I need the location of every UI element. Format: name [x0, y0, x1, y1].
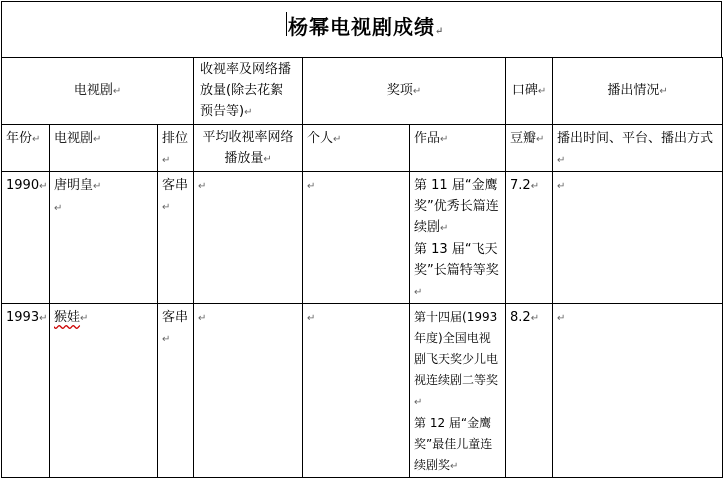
document-title[interactable]: 杨幂电视剧成绩↵ — [288, 15, 445, 39]
cell-drama[interactable]: 唐明皇↵ ↵ — [50, 172, 158, 304]
header-avg-rating: 平均收视率网络播放量↵ — [194, 125, 303, 172]
header-drama-group: 电视剧↵ — [2, 58, 194, 125]
cell-avg-rating[interactable]: ↵ — [194, 172, 303, 304]
award-entry: 第 11 届“金鹰奖”优秀长篇连续剧↵ — [414, 178, 499, 235]
cell-work-awards[interactable] — [410, 172, 506, 304]
header-personal: 个人↵ — [303, 125, 410, 172]
cell-douban[interactable]: 8.2↵ — [506, 304, 553, 478]
header-drama: 电视剧↵ — [50, 125, 158, 172]
table-row — [2, 304, 723, 478]
header-year: 年份↵ — [2, 125, 50, 172]
award-entry: 第 13 届“飞天奖”长篇特等奖↵ — [414, 242, 499, 298]
header-work: 作品↵ — [410, 125, 506, 172]
header-rank: 排位↵ — [158, 125, 194, 172]
cell-broadcast[interactable]: ↵ — [553, 172, 723, 304]
cell-avg-rating[interactable]: ↵ — [194, 304, 303, 478]
table-row — [2, 172, 723, 304]
text-cursor — [286, 12, 287, 36]
cell-personal[interactable]: ↵ — [303, 172, 410, 304]
cell-year[interactable]: 1993↵ — [2, 304, 50, 478]
title-cell — [1, 1, 722, 58]
cell-rank[interactable]: 客串↵ — [158, 304, 194, 478]
header-broadcast-detail: 播出时间、平台、播出方式↵ — [553, 125, 723, 172]
cell-drama[interactable]: 猴娃↵ — [50, 304, 158, 478]
award-entry: 第 12 届“金鹰奖”最佳儿童连续剧奖↵ — [414, 416, 493, 472]
cell-work-awards[interactable] — [410, 304, 506, 478]
header-reputation-group: 口碑↵ — [506, 58, 553, 125]
header-row-detail — [2, 125, 723, 172]
header-awards-group: 奖项↵ — [303, 58, 506, 125]
cell-douban[interactable]: 7.2↵ — [506, 172, 553, 304]
header-row-group — [2, 58, 723, 125]
cell-year[interactable]: 1990↵ — [2, 172, 50, 304]
results-table — [1, 57, 723, 478]
award-entry: 第十四届(1993年度)全国电视剧飞天奖少儿电视连续剧二等奖↵ — [414, 310, 499, 408]
header-broadcast-group: 播出情况↵ — [553, 58, 723, 125]
cell-rank[interactable]: 客串↵ — [158, 172, 194, 304]
header-douban: 豆瓣↵ — [506, 125, 553, 172]
cell-broadcast[interactable]: ↵ — [553, 304, 723, 478]
header-ratings-group: 收视率及网络播放量(除去花絮预告等)↵ — [194, 58, 303, 125]
cell-personal[interactable]: ↵ — [303, 304, 410, 478]
